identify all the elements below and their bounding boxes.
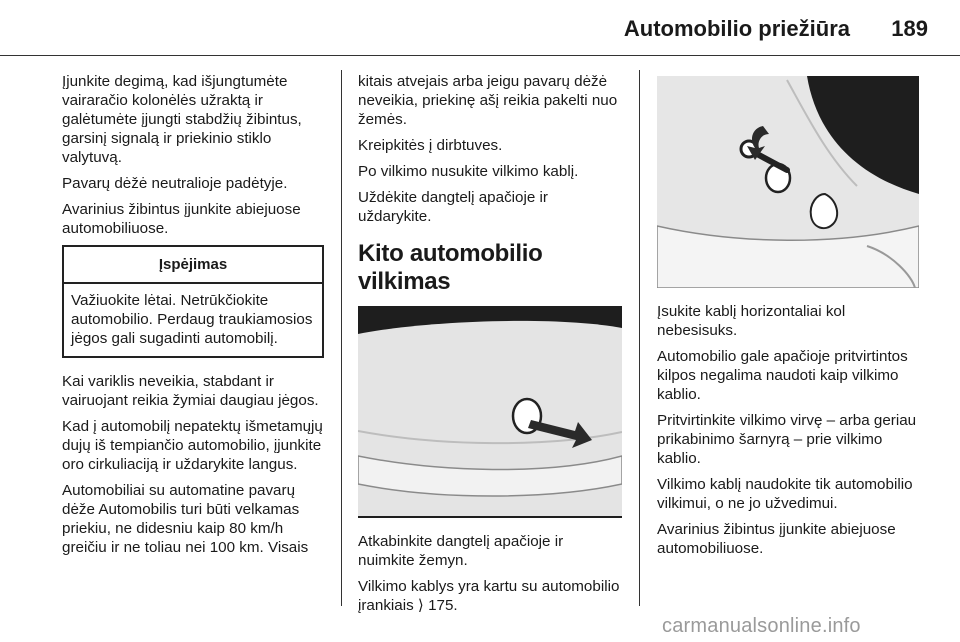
- paragraph-attach-rope: Pritvirtinkite vilkimo virvę – arba geriau prikabinimo šarnyrą – prie vilkimo kablio.: [657, 412, 917, 467]
- paragraph-rear-loop: Automobilio gale apačioje pritvirtintos kilpos negalima naudoti kaip vilkimo kablio.: [657, 348, 908, 403]
- paragraph-screw-hook: Įsukite kablį horizontaliai kol nebesisuks.: [657, 303, 846, 339]
- warning-text: Važiuokite lėtai. Netrūkčiokite automobilio. Perdaug traukiamosios jėgos gali sugadinti automobilį.: [71, 292, 313, 347]
- paragraph-automatic: Automobiliai su automatine pavarų dėže Automobilis turi būti velkamas priekiu, ne didesniu kaip 80 km/h greičiu ir ne toliau nei 100 km. Visais: [62, 482, 309, 556]
- paragraph-hazard-lights: Avarinius žibintus įjunkite abiejuose automobiliuose.: [62, 201, 301, 237]
- warning-box: [62, 245, 324, 358]
- tow-hook-illustration: [657, 76, 919, 288]
- page-header-title: Automobilio priežiūra: [623, 16, 850, 41]
- bumper-cap-illustration: [358, 306, 622, 518]
- paragraph-remove-cap: Atkabinkite dangtelį apačioje ir nuimkite žemyn.: [358, 533, 564, 569]
- paragraph-hook-usage: Vilkimo kablį naudokite tik automobilio vilkimui, o ne jo užvedimui.: [657, 476, 913, 512]
- paragraph-workshop: Kreipkitės į dirbtuves.: [358, 137, 503, 154]
- column-left: [62, 72, 324, 564]
- column-divider-left: [341, 70, 342, 606]
- paragraph-exhaust: Kad į automobilį nepatektų išmetamųjų dujų iš tempiančio automobilio, įjunkite oro cirkuliaciją ir uždarykite langus.: [62, 418, 323, 473]
- paragraph-engine-off: Kai variklis neveikia, stabdant ir vairuojant reikia žymiai daugiau jėgos.: [62, 373, 319, 409]
- paragraph-unscrew-hook: Po vilkimo nusukite vilkimo kablį.: [358, 163, 579, 180]
- page-number: 189: [891, 16, 928, 41]
- column-middle: [358, 72, 622, 622]
- paragraph-hazard-lights-2: Avarinius žibintus įjunkite abiejuose automobiliuose.: [657, 521, 896, 557]
- paragraph-ignition: Įjunkite degimą, kad išjungtumėte vairaračio kolonėlės užraktą ir galėtumėte įjungti stabdžių žibintus, garsinį signalą ir priekinio stiklo valytuvą.: [62, 73, 302, 166]
- paragraph-front-axle: kitais atvejais arba jeigu pavarų dėžė neveikia, priekinę ašį reikia pakelti nuo žemės.: [358, 73, 618, 128]
- paragraph-neutral: Pavarų dėžė neutralioje padėtyje.: [62, 175, 288, 192]
- column-divider-right: [639, 70, 640, 606]
- watermark: carmanualsonline.info: [662, 615, 861, 637]
- header-divider: [0, 55, 960, 56]
- section-heading: Kito automobilio vilkimas: [358, 240, 543, 295]
- paragraph-hook-location: Vilkimo kablys yra kartu su automobilio įrankiais ⟩ 175.: [358, 578, 620, 614]
- paragraph-replace-cap: Uždėkite dangtelį apačioje ir uždarykite.: [358, 189, 548, 225]
- warning-title: Įspėjimas: [64, 247, 322, 284]
- column-right: [657, 72, 927, 565]
